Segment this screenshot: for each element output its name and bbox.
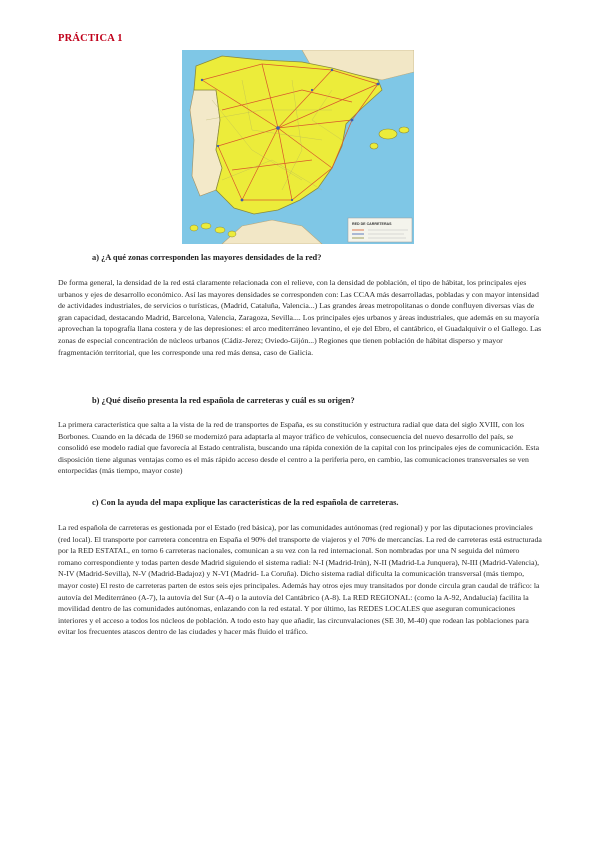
answer-a: De forma general, la densidad de la red está claramente relacionada con el relieve, con la densidad de población, el tipo de hábitat, los principales ejes urbanos y ejes de desarrollo económico. Así las mayores densidades se corresponden con: Las CCAA más desarrolladas, pobladas y con mayor intensidad de actividades industriales, de servicios o turísticas, (Madrid, Cataluña, Valencia...) Las grandes áreas metropolitanas o donde confluyen diversas vías de gran capacidad, destacando Madrid, Barcelona, Valencia, Zaragoza, Sevilla.... Los principales ejes urbanos y áreas industriales, que además en su mayoría aprovechan la topografía llana costera y de las depresiones: el arco mediterráneo levantino, el eje del Ebro, el cantábrico, el Guadalquivir o el Gallego. Las zonas de especial concentración de núcleos urbanos (Cádiz-Jerez; Oviedo-Gijón...) Regiones que tienen población de hábitat disperso y mayor fragmentación territorial, que les corresponde una red más densa, caso de Galicia. — [58, 278, 542, 357]
question-c: c) Con la ayuda del mapa explique las características de la red española de carreteras. — [92, 498, 399, 507]
question-b: b) ¿Qué diseño presenta la red española de carreteras y cuál es su origen? — [92, 396, 355, 405]
question-a: a) ¿A qué zonas corresponden las mayores densidades de la red? — [92, 253, 322, 262]
spain-road-map — [182, 50, 414, 244]
answer-c: La red española de carreteras es gestionada por el Estado (red básica), por las comunidades autónomas (red regional) y por las diputaciones provinciales (red local). El transporte por carretera concentra en España el 90% del transporte de viajeros y el 70% de mercancías. La red de carreteras está estructurada por la RED ESTATAL, en torno 6 carreteras nacionales, comunican a su vez con la red internacional. Son nombradas por una N seguida del número romano correspondiente y todas parten desde Madrid siguiendo el sistema radial: N-I (Madrid-Irún), N-II (Madrid-La Junquera), N-III (Madrid-Valencia), N-IV (Madrid-Sevilla), N-V (Madrid-Badajoz) y N-VI (Madrid- La Coruña). Dicho sistema radial dificulta la comunicación transversal (más tiempo, mayor coste) El resto de carreteras parten de estos seis ejes principales. Además hay otros ejes muy transitados por donde circula gran caudal de tráfico: la autovía del Mediterráneo (A-7), la autovía del Sur (A-4) o la autovía del Cantábrico (A-8). La RED REGIONAL: (como la A-92, Andalucía) facilita la movilidad dentro de las comunidades autónomas, enlazando con la red estatal. Y por último, las REDES LOCALES que aseguran comunicaciones interiores y el acceso a todos los núcleos de población. A todo esto hay que añadir, las circunvalaciones (SE 30, M-40) que rodean las poblaciones para evitar los frecuentes atascos dentro de las ciudades y hacer más fluido el tráfico. — [58, 523, 542, 637]
map-legend-title: RED DE CARRETERAS — [352, 222, 392, 226]
answer-b: La primera característica que salta a la vista de la red de transportes de España, es su constitución y estructura radial que data del siglo XVIII, con los Borbones. Cuando en la década de 1960 se modernizó para adaptarla al mayor tráfico de vehículos, consecuencia del nuevo desarrollo del país, se consolidó ese modelo radial que favorecía al Estado centralista, buscando una rápida conexión de la capital con los principales ejes de comunicación. Esta disposición tiene algunas ventajas como es el más rápido acceso desde el centro a la periferia pero, en cambio, las comunicaciones transversales se ven entorpecidas (más tiempo, mayor coste) — [58, 420, 540, 476]
page-title: PRÁCTICA 1 — [58, 33, 123, 44]
